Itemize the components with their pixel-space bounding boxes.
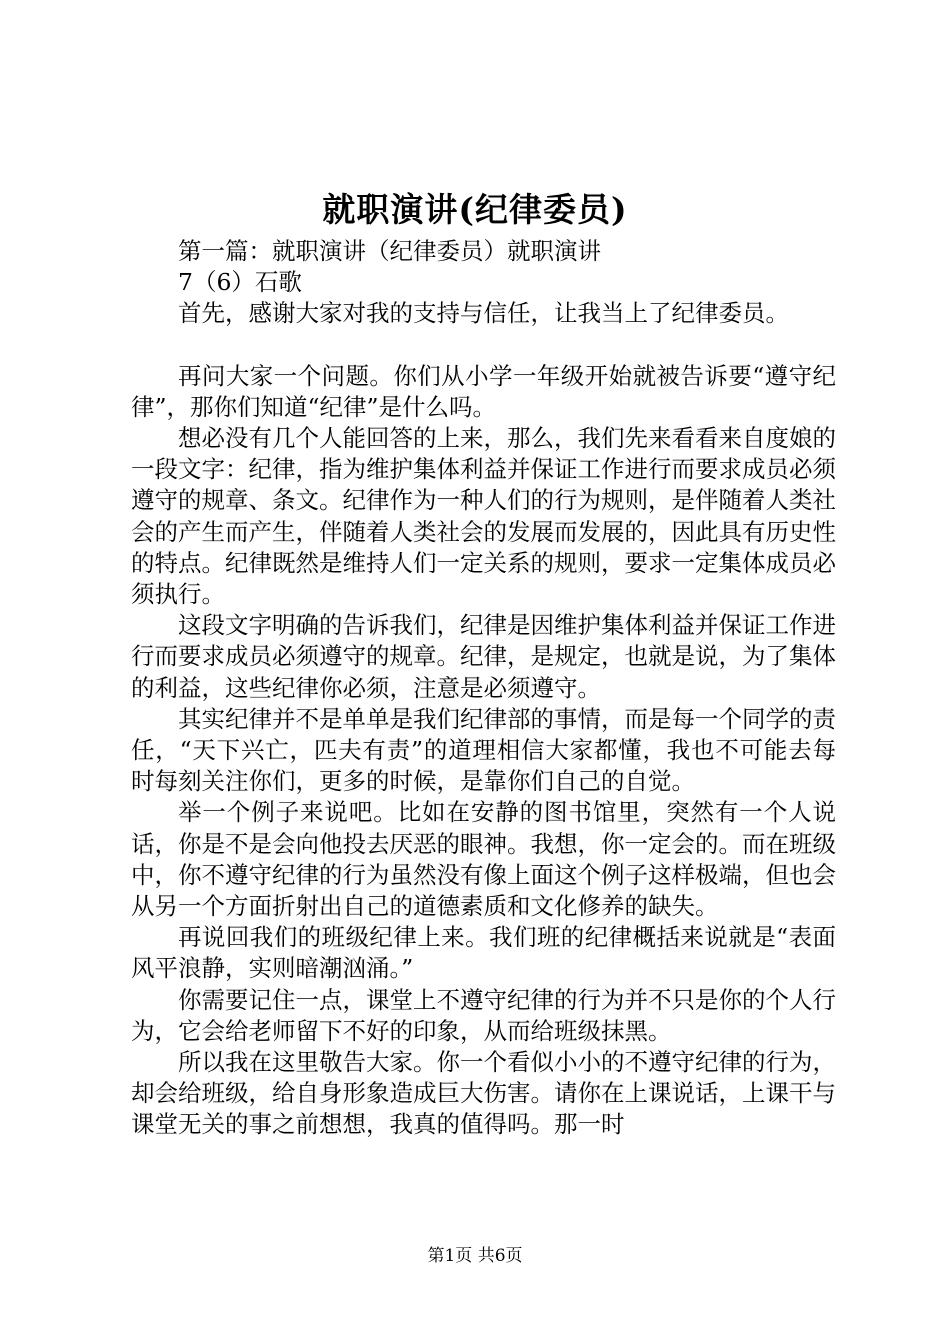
document-title: 就职演讲(纪律委员) bbox=[322, 190, 628, 229]
paragraph: 举一个例子来说吧。比如在安静的图书馆里，突然有一个人说话，你是不是会向他投去厌恶的眼神。我想，你一定会的。而在班级中，你不遵守纪律的行为虽然没有像上面这个例子这样极端，但也会从另一个方面折射出自己的道德素质和文化修养的缺失。 bbox=[131, 798, 836, 921]
paragraph: 想必没有几个人能回答的上来，那么，我们先来看看来自度娘的一段文字：纪律，指为维护集体利益并保证工作进行而要求成员必须遵守的规章、条文。纪律作为一种人们的行为规则，是伴随着人类社会的产生而产生，伴随着人类社会的发展而发展的，因此具有历史性的特点。纪律既然是维持人们一定关系的规则，要求一定集体成员必须执行。 bbox=[131, 424, 836, 609]
paragraph: 你需要记住一点，课堂上不遵守纪律的行为并不只是你的个人行为，它会给老师留下不好的印象，从而给班级抹黑。 bbox=[131, 985, 836, 1045]
paragraph: 首先，感谢大家对我的支持与信任，让我当上了纪律委员。 bbox=[178, 299, 789, 328]
paragraph: 再问大家一个问题。你们从小学一年级开始就被告诉要“遵守纪律”，那你们知道“纪律”是什么吗。 bbox=[131, 361, 836, 421]
paragraph: 所以我在这里敬告大家。你一个看似小小的不遵守纪律的行为，却会给班级，给自身形象造成巨大伤害。请你在上课说话，上课干与课堂无关的事之前想想，我真的值得吗。那一时 bbox=[131, 1048, 836, 1139]
paragraph: 这段文字明确的告诉我们，纪律是因维护集体利益并保证工作进行而要求成员必须遵守的规章。纪律，是规定，也就是说，为了集体的利益，这些纪律你必须，注意是必须遵守。 bbox=[131, 611, 836, 702]
paragraph: 再说回我们的班级纪律上来。我们班的纪律概括来说就是“表面风平浪静，实则暗潮汹涌。” bbox=[131, 923, 836, 983]
paragraph: 7（6）石歌 bbox=[178, 268, 302, 297]
paragraph: 第一篇：就职演讲（纪律委员）就职演讲 bbox=[178, 237, 601, 265]
document-body bbox=[131, 236, 836, 1141]
paragraph: 其实纪律并不是单单是我们纪律部的事情，而是每一个同学的责任，“天下兴亡，匹夫有责”的道理相信大家都懂，我也不可能去每时每刻关注你们，更多的时候，是靠你们自己的自觉。 bbox=[131, 704, 836, 796]
page-footer: 第1页 共6页 bbox=[427, 1246, 523, 1266]
